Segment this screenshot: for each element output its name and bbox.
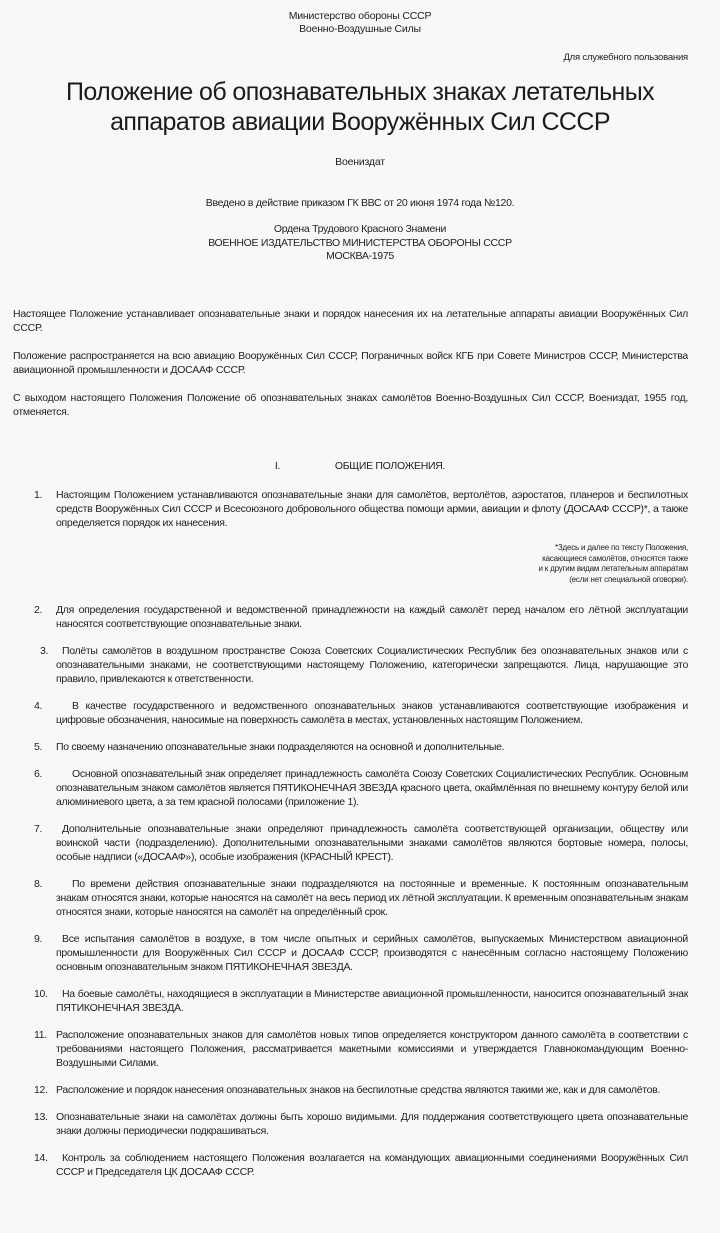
footnote-line: *Здесь и далее по тексту Положения, [554, 543, 688, 552]
item-number: 11. [34, 1029, 47, 1041]
list-item [0, 603, 688, 631]
intro-paragraphs [13, 307, 688, 433]
document-header [0, 10, 720, 36]
list-item [0, 1110, 688, 1138]
enactment-note: Введено в действие приказом ГК ВВС от 20 июня 1974 года №120. [205, 197, 515, 209]
branch-name: Военно-Воздушные Силы [299, 23, 421, 35]
item-text: Основной опознавательный знак определяет принадлежность самолёта Союзу Советских Социалистических Республик. Основным опознавательным знаком самолётов является ПЯТИКОНЕЧНАЯ ЗВЕЗДА красного цвета, окаймлённая по внешнему контуру белой или алюминиевого цвета, а за тем красной полосами (приложение 1). [56, 768, 688, 808]
list-item [0, 1151, 688, 1179]
list-item [0, 699, 688, 727]
section-number: I. [274, 460, 281, 472]
item-number: 13. [34, 1111, 48, 1123]
item-text: В качестве государственного и ведомственного опознавательных знаков устанавливаются соответствующие изображения и цифровые обозначения, наносимые на поверхность самолёта в местах, установленных настоящим Положением. [56, 700, 688, 726]
footnote-line: касающиеся самолётов, относятся также [542, 553, 688, 563]
item-text: Полёты самолётов в воздушном пространстве Союза Советских Социалистических Республик без опознавательных знаков или с опознавательными знаками, не соответствующими настоящему Положению, категорически запрещаются. Лица, нарушающие это правило, привлекаются к ответственности. [56, 645, 688, 685]
item-text: Опознавательные знаки на самолётах должны быть хорошо видимыми. Для поддержания соответствующего цвета опознавательные знаки должны периодически подкрашиваться. [56, 1111, 688, 1137]
footnote-line: (если нет специальной оговорки). [569, 574, 688, 584]
item-text: Контроль за соблюдением настоящего Положения возлагается на командующих авиационными соединениями Вооружённых Сил СССР и Председателя ЦК ДОСААФ СССР. [56, 1152, 688, 1178]
document-title [0, 77, 720, 137]
list-item [0, 767, 688, 809]
section-heading [0, 459, 720, 473]
list-item [0, 877, 688, 919]
item-text: Расположение опознавательных знаков для самолётов новых типов определяется конструктором данного самолёта в соответствии с требованиями настоящего Положения, рассматривается макетными комиссиями и утверждается Главнокомандующим Военно-Воздушными Силами. [56, 1029, 688, 1069]
list-item [0, 644, 688, 686]
item-number: 6. [34, 768, 43, 780]
item-text: На боевые самолёты, находящиеся в эксплуатации в Министерстве авиационной промышленности, наносится опознавательный знак ПЯТИКОНЕЧНАЯ ЗВЕЗДА. [56, 988, 688, 1014]
item-number: 7. [34, 823, 43, 835]
intro-paragraph: Настоящее Положение устанавливает опознавательные знаки и порядок нанесения их на летательные аппараты авиации Вооружённых Сил СССР. [13, 308, 688, 334]
item-text: По времени действия опознавательные знаки подразделяются на постоянные и временные. К постоянным опознавательным знакам относятся знаки, которые наносятся на самолёт на весь период их лётной эксплуатации. К временным опознавательным знакам относятся знаки, которые наносятся на самолёт на определённый срок. [56, 878, 688, 918]
item-number: 3. [40, 645, 49, 657]
item-text: Дополнительные опознавательные знаки определяют принадлежность самолёта соответствующей организации, обществу или воинской части (подразделению). Дополнительными опознавательными знаками самолётов являются бортовые номера, полосы, особые надписи («ДОСААФ»), особые изображения (КРАСНЫЙ КРЕСТ). [56, 823, 688, 863]
intro-paragraph: Положение распространяется на всю авиацию Вооружённых Сил СССР, Пограничных войск КГБ при Совете Министров СССР, Министерства авиационной промышленности и ДОСААФ СССР. [13, 350, 688, 376]
footnote-line: и к другим видам летательным аппаратам [538, 564, 688, 573]
item-text: Настоящим Положением устанавливаются опознавательные знаки для самолётов, вертолётов, аэростатов, планеров и беспилотных средств Вооружённых Сил СССР и Всесоюзного добровольного общества помощи армии, авиации и флоту (ДОСААФ СССР)*, а также определяется порядок их нанесения. [56, 489, 688, 529]
item-text: По своему назначению опознавательные знаки подразделяются на основной и дополнительные. [56, 741, 505, 753]
item-number: 2. [34, 604, 43, 616]
classification-label: Для служебного пользования [563, 52, 688, 63]
title-line-1: Положение об опознавательных знаках летательных [65, 78, 655, 106]
item-number: 14. [34, 1152, 48, 1164]
publisher-order: Ордена Трудового Красного Знамени [273, 223, 447, 235]
item-number: 8. [34, 878, 43, 890]
publisher-place-year: МОСКВА-1975 [326, 250, 394, 262]
list-item [0, 822, 688, 864]
section-title: ОБЩИЕ ПОЛОЖЕНИЯ. [334, 460, 446, 472]
list-item [0, 1028, 688, 1070]
item-text: Для определения государственной и ведомственной принадлежности на каждый самолёт перед началом его лётной эксплуатации наносятся соответствующие опознавательные знаки. [56, 604, 688, 630]
item-number: 9. [34, 933, 43, 945]
title-line-2: аппаратов авиации Вооружённых Сил СССР [110, 108, 610, 136]
ministry-name: Министерство обороны СССР [288, 10, 432, 22]
item-number: 4. [34, 700, 43, 712]
item-number: 5. [34, 741, 43, 753]
publisher-block [0, 223, 720, 264]
item-number: 12. [34, 1084, 48, 1096]
publisher-short: Воениздат [335, 156, 385, 168]
list-item [0, 987, 688, 1015]
list-item [0, 740, 688, 754]
item-number: 10. [34, 988, 48, 1000]
intro-paragraph: С выходом настоящего Положения Положение об опознавательных знаках самолётов Военно-Воздушных Сил СССР, Воениздат, 1955 год, отменяется. [13, 392, 688, 418]
item-text: Все испытания самолётов в воздухе, в том числе опытных и серийных самолётов, выпускаемых Министерством авиационной промышленности для Вооружённых Сил СССР и ДОСААФ СССР, производятся с нанесённым согласно настоящему Положению основным опознавательным знаком ПЯТИКОНЕЧНАЯ ЗВЕЗДА. [56, 933, 688, 973]
item-text: Расположение и порядок нанесения опознавательных знаков на беспилотные средства являются такими же, как и для самолётов. [56, 1084, 661, 1096]
publisher-name: ВОЕННОЕ ИЗДАТЕЛЬСТВО МИНИСТЕРСТВА ОБОРОНЫ СССР [208, 236, 512, 249]
footnote [0, 543, 688, 585]
numbered-list [0, 488, 720, 1192]
list-item [0, 1083, 688, 1097]
list-item [0, 932, 688, 974]
list-item [0, 488, 688, 530]
item-number: 1. [34, 489, 43, 501]
